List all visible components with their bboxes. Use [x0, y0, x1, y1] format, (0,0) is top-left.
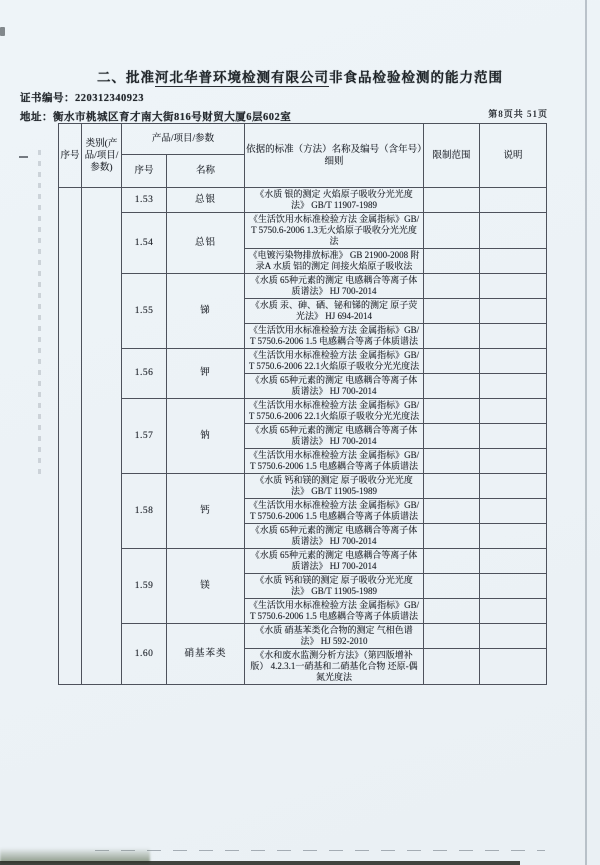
- note-cell: [480, 424, 547, 449]
- note-cell: [480, 524, 547, 549]
- item-seq: 1.58: [122, 474, 167, 549]
- note-cell: [480, 624, 547, 649]
- header-standard: 依据的标准（方法）名称及编号（含年号）细则: [245, 124, 424, 188]
- item-name: 锑: [167, 274, 245, 349]
- table-header: [59, 124, 547, 188]
- item-seq: 1.60: [122, 624, 167, 685]
- limit-scope-cell: [424, 574, 480, 599]
- note-cell: [480, 213, 547, 249]
- item-name: 总银: [167, 188, 245, 213]
- limit-scope-cell: [424, 474, 480, 499]
- note-cell: [480, 449, 547, 474]
- table-row: [59, 188, 547, 213]
- certificate-number-value: 220312340923: [75, 93, 144, 104]
- method-standard-cell: 《生活饮用水标准检验方法 金属指标》GB/T 5750.6-2006 1.3无火焰原子吸收分光光度法: [245, 213, 424, 249]
- limit-scope-cell: [424, 499, 480, 524]
- limit-scope-cell: [424, 399, 480, 424]
- document-title: [0, 66, 600, 86]
- scan-bottom-dotted-line: [95, 850, 545, 851]
- method-standard-cell: 《水质 钙和镁的测定 原子吸收分光光度法》 GB/T 11905-1989: [245, 474, 424, 499]
- note-cell: [480, 324, 547, 349]
- limit-scope-cell: [424, 599, 480, 624]
- note-cell: [480, 399, 547, 424]
- capability-table-body: [59, 188, 547, 685]
- empty-category-cell: [82, 188, 122, 685]
- header-product-group: 产品/项目/参数: [122, 124, 245, 155]
- note-cell: [480, 599, 547, 624]
- header-limit-scope: 限制范围: [424, 124, 480, 188]
- limit-scope-cell: [424, 299, 480, 324]
- method-standard-cell: 《生活饮用水标准检验方法 金属指标》GB/T 5750.6-2006 1.5 电感耦合等离子体质谱法: [245, 499, 424, 524]
- address-value: 衡水市桃城区育才南大街816号财贸大厦6层602室: [53, 112, 292, 123]
- note-cell: [480, 574, 547, 599]
- header-item-seq: 序号: [122, 155, 167, 188]
- title-company-name: 河北华普环境检测有限公司: [155, 70, 329, 85]
- limit-scope-cell: [424, 624, 480, 649]
- limit-scope-cell: [424, 349, 480, 374]
- item-seq: 1.57: [122, 399, 167, 474]
- method-standard-cell: 《生活饮用水标准检验方法 金属指标》GB/T 5750.6-2006 22.1火焰原子吸收分光光度法: [245, 399, 424, 424]
- certificate-number-label: 证书编号：: [20, 93, 75, 104]
- note-cell: [480, 274, 547, 299]
- capability-scope-table: [58, 123, 547, 685]
- note-cell: [480, 499, 547, 524]
- method-standard-cell: 《电镀污染物排放标准》 GB 21900-2008 附录A 水质 铝的测定 间接火焰原子吸收法: [245, 249, 424, 274]
- header-seq: 序号: [59, 124, 82, 188]
- item-name: 钾: [167, 349, 245, 399]
- method-standard-cell: 《水质 65种元素的测定 电感耦合等离子体质谱法》 HJ 700-2014: [245, 274, 424, 299]
- method-standard-cell: 《水质 硝基苯类化合物的测定 气相色谱法》 HJ 592-2010: [245, 624, 424, 649]
- limit-scope-cell: [424, 549, 480, 574]
- table-row: [59, 213, 547, 249]
- limit-scope-cell: [424, 524, 480, 549]
- header-note: 说明: [480, 124, 547, 188]
- table-row: [59, 399, 547, 424]
- item-name: 钙: [167, 474, 245, 549]
- item-seq: 1.53: [122, 188, 167, 213]
- title-prefix: 二、批准: [97, 70, 155, 85]
- limit-scope-cell: [424, 324, 480, 349]
- scan-page-edge-line: [585, 0, 587, 865]
- note-cell: [480, 349, 547, 374]
- certificate-number-line: [20, 90, 144, 105]
- title-suffix: 非食品检验检测的能力范围: [329, 70, 503, 85]
- item-seq: 1.54: [122, 213, 167, 274]
- method-standard-cell: 《水质 银的测定 火焰原子吸收分光光度法》 GB/T 11907-1989: [245, 188, 424, 213]
- item-seq: 1.55: [122, 274, 167, 349]
- limit-scope-cell: [424, 274, 480, 299]
- item-seq: 1.59: [122, 549, 167, 624]
- limit-scope-cell: [424, 213, 480, 249]
- address-line: [20, 109, 291, 124]
- note-cell: [480, 188, 547, 213]
- item-seq: 1.56: [122, 349, 167, 399]
- scan-left-dash-artifact: [19, 156, 28, 158]
- limit-scope-cell: [424, 188, 480, 213]
- limit-scope-cell: [424, 449, 480, 474]
- header-category: 类别(产品/项目/参数): [82, 124, 122, 188]
- note-cell: [480, 249, 547, 274]
- table-row: [59, 549, 547, 574]
- table-row: [59, 624, 547, 649]
- address-label: 地址：: [20, 112, 53, 123]
- table-row: [59, 274, 547, 299]
- page-number-marker: 第8页共 51页: [488, 109, 548, 119]
- table-row: [59, 349, 547, 374]
- header-item-name: 名称: [167, 155, 245, 188]
- limit-scope-cell: [424, 424, 480, 449]
- method-standard-cell: 《水质 65种元素的测定 电感耦合等离子体质谱法》 HJ 700-2014: [245, 549, 424, 574]
- note-cell: [480, 299, 547, 324]
- scan-bottom-edge-band: [0, 861, 520, 865]
- note-cell: [480, 649, 547, 685]
- limit-scope-cell: [424, 374, 480, 399]
- empty-seq-cell: [59, 188, 82, 685]
- item-name: 镁: [167, 549, 245, 624]
- note-cell: [480, 374, 547, 399]
- method-standard-cell: 《水质 65种元素的测定 电感耦合等离子体质谱法》 HJ 700-2014: [245, 374, 424, 399]
- limit-scope-cell: [424, 649, 480, 685]
- note-cell: [480, 474, 547, 499]
- note-cell: [480, 549, 547, 574]
- item-name: 总铝: [167, 213, 245, 274]
- table-row: [59, 474, 547, 499]
- method-standard-cell: 《生活饮用水标准检验方法 金属指标》GB/T 5750.6-2006 22.1火焰原子吸收分光光度法: [245, 349, 424, 374]
- scan-margin-marks: [38, 150, 41, 480]
- method-standard-cell: 《生活饮用水标准检验方法 金属指标》GB/T 5750.6-2006 1.5 电感耦合等离子体质谱法: [245, 449, 424, 474]
- limit-scope-cell: [424, 249, 480, 274]
- item-name: 硝基苯类: [167, 624, 245, 685]
- method-standard-cell: 《水和废水监测分析方法》（第四版增补版） 4.2.3.1一硝基和二硝基化合物 还原-偶氮光度法: [245, 649, 424, 685]
- item-name: 钠: [167, 399, 245, 474]
- method-standard-cell: 《水质 钙和镁的测定 原子吸收分光光度法》 GB/T 11905-1989: [245, 574, 424, 599]
- method-standard-cell: 《水质 65种元素的测定 电感耦合等离子体质谱法》 HJ 700-2014: [245, 524, 424, 549]
- method-standard-cell: 《生活饮用水标准检验方法 金属指标》GB/T 5750.6-2006 1.5 电感耦合等离子体质谱法: [245, 599, 424, 624]
- method-standard-cell: 《生活饮用水标准检验方法 金属指标》GB/T 5750.6-2006 1.5 电感耦合等离子体质谱法: [245, 324, 424, 349]
- method-standard-cell: 《水质 汞、砷、硒、铋和锑的测定 原子荧光法》 HJ 694-2014: [245, 299, 424, 324]
- method-standard-cell: 《水质 65种元素的测定 电感耦合等离子体质谱法》 HJ 700-2014: [245, 424, 424, 449]
- scan-corner-speck: [0, 27, 5, 36]
